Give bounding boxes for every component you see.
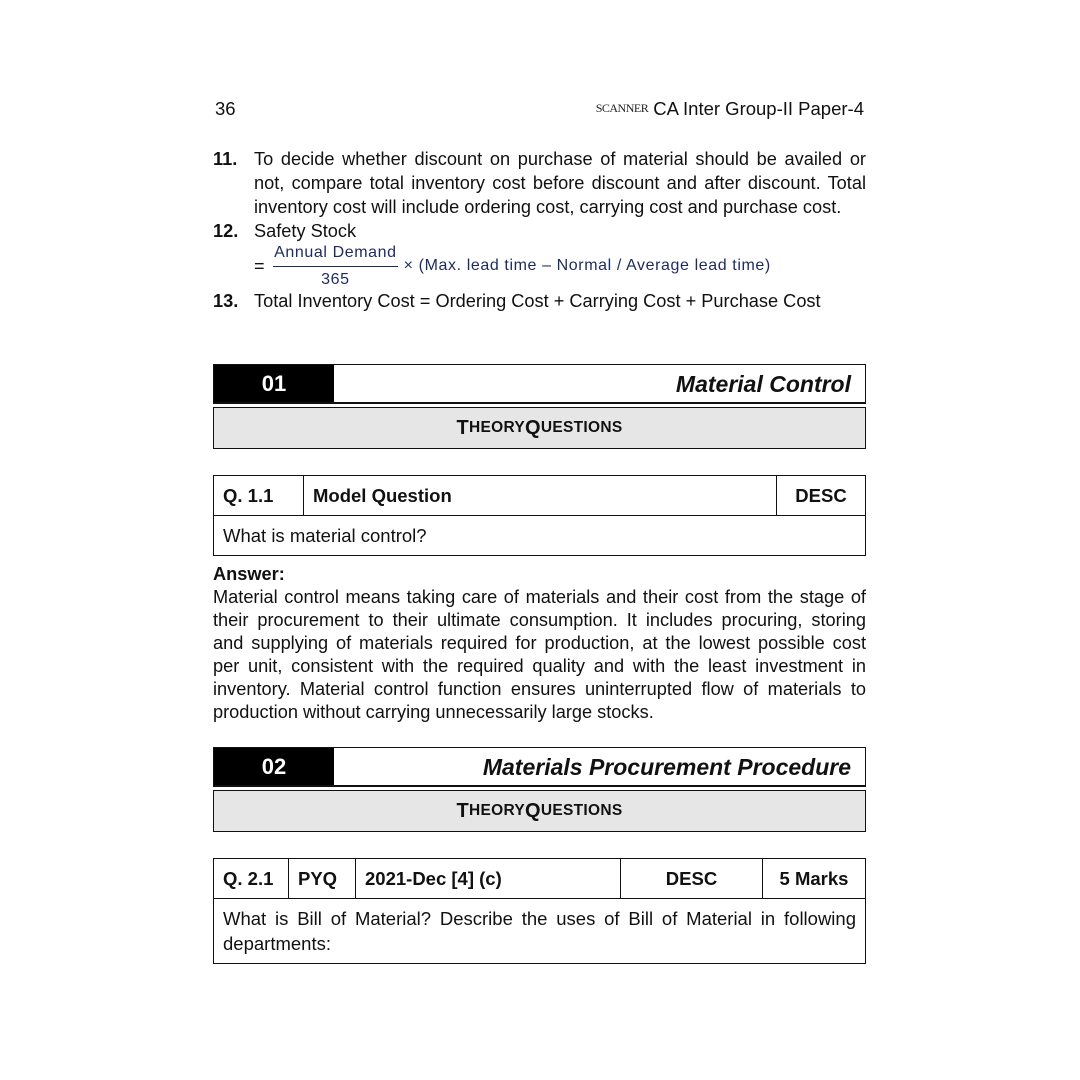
question-body-row <box>214 899 866 964</box>
formula-denominator: 365 <box>321 270 350 288</box>
book-title: CA Inter Group-II Paper-4 <box>653 98 864 119</box>
safety-stock-formula <box>254 243 866 289</box>
question-text: What is material control? <box>214 516 866 556</box>
theory-questions-heading: T HEORY Q UESTIONS <box>213 790 866 832</box>
question-source: PYQ <box>289 859 356 899</box>
point-number: 12. <box>213 221 239 241</box>
publisher-logo-text: SCANNER <box>595 101 649 115</box>
question-header-row <box>214 859 866 899</box>
section-title: Materials Procurement Procedure <box>482 754 851 780</box>
theory-questions-heading: T HEORY Q UESTIONS <box>213 407 866 449</box>
running-header <box>213 96 866 122</box>
point-11 <box>213 147 866 219</box>
point-13 <box>213 289 866 313</box>
question-tag: DESC <box>777 476 866 516</box>
answer-block <box>213 563 866 724</box>
section-title: Material Control <box>675 371 851 397</box>
section-banner <box>213 747 866 787</box>
answer-text: Material control means taking care of materials and their cost from the stage of their procurement to their ultimate consumption. It includes procuring, storing and supplying of materials required for production, at the lowest possible cost per unit, consistent with the required quality and with the least investment in inventory. Material control function ensures uninterrupted flow of materials to production without carrying unnecessarily large stocks. <box>213 587 866 722</box>
question-tag: DESC <box>621 859 763 899</box>
formula-equals: = <box>254 256 266 276</box>
point-text: Total Inventory Cost = Ordering Cost + Carrying Cost + Purchase Cost <box>254 291 821 311</box>
section-number: 02 <box>214 748 334 785</box>
section-banner <box>213 364 866 404</box>
question-text: What is Bill of Material? Describe the uses of Bill of Material in following departments: <box>214 899 866 964</box>
point-text: Safety Stock <box>254 221 357 241</box>
point-number: 13. <box>213 291 239 311</box>
question-marks: 5 Marks <box>763 859 866 899</box>
formula-numerator: Annual Demand <box>273 241 398 267</box>
point-text: To decide whether discount on purchase of material should be availed or not, compare total inventory cost before discount and after discount. Total inventory cost will include ordering cost, carrying cost and purchase cost. <box>254 149 866 217</box>
question-table <box>213 475 866 556</box>
question-id: Q. 1.1 <box>214 476 304 516</box>
book-header <box>596 98 864 120</box>
question-table <box>213 858 866 964</box>
question-type: Model Question <box>304 476 777 516</box>
point-12 <box>213 219 866 243</box>
question-header-row <box>214 476 866 516</box>
question-body-row <box>214 516 866 556</box>
section-02 <box>213 747 866 964</box>
formula-fraction <box>273 241 398 292</box>
section-01 <box>213 364 866 556</box>
formula-remainder: × (Max. lead time – Normal / Average lead time) <box>403 257 771 274</box>
answer-label: Answer: <box>213 564 285 584</box>
publisher-logo <box>596 101 649 116</box>
page-number: 36 <box>215 98 236 119</box>
summary-points <box>213 147 866 313</box>
section-number: 01 <box>214 365 334 402</box>
question-exam: 2021-Dec [4] (c) <box>356 859 621 899</box>
point-number: 11. <box>213 149 238 169</box>
question-id: Q. 2.1 <box>214 859 289 899</box>
